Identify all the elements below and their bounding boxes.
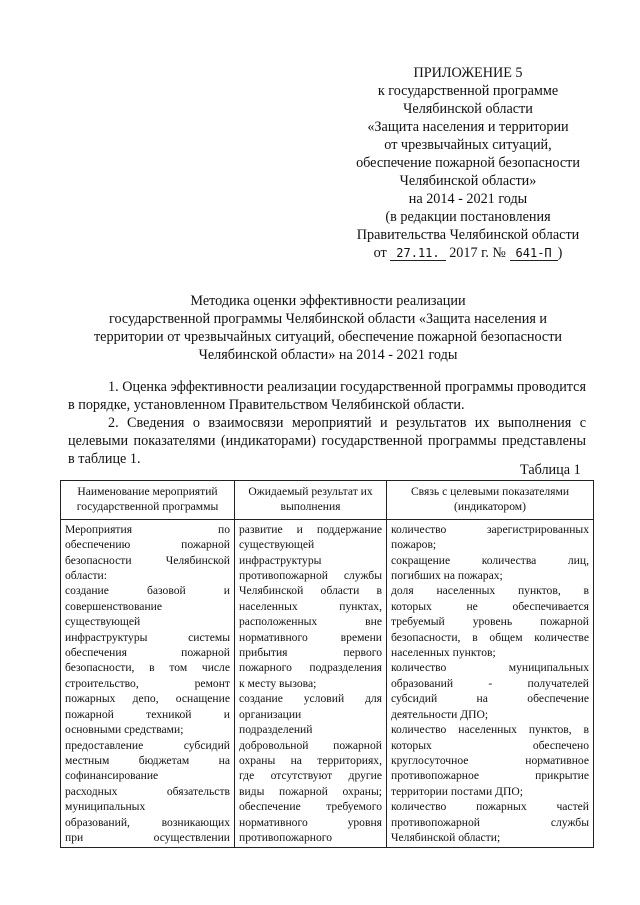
appendix-line: обеспечение пожарной безопасности [356,155,580,171]
cell-line: существующей [239,538,315,552]
cell-line: противопожарной службы [239,569,382,583]
cell-line: местным бюджетам на [65,753,230,767]
cell-line: строительство, ремонт [65,676,230,690]
appendix-line: к государственной программе [377,83,559,99]
column-header: Связь с целевыми показателями (индикатором) [387,481,594,520]
title-line: Челябинской области» на 2014 - 2021 годы [198,347,458,363]
cell-line: которых не обеспечивается [391,599,589,613]
title-line: Методика оценки эффективности реализации [190,293,466,309]
cell-line: количество муниципальных [391,661,589,675]
year-text: 2017 г. № [449,245,506,261]
appendix-line: (в редакции постановления [385,209,551,225]
cell-line: населенных пунктах, [239,599,382,613]
cell-line: где отсутствуют другие [239,769,382,783]
measures-cell [61,519,235,848]
cell-line: противопожарное прикрытие [391,769,589,783]
cell-line: погибших на пожарах; [391,569,503,583]
cell-line: количество зарегистрированных [391,522,589,536]
cell-line: населенных пунктов; [391,646,496,660]
cell-line: пожарной техникой и [65,707,230,721]
cell-line: количество пожарных частей [391,800,589,814]
table-header-row [61,481,594,520]
table-row [61,519,594,848]
cell-line: субсидий на обеспечение [391,692,589,706]
cell-line: обеспечения пожарной [65,646,230,660]
cell-line: добровольной пожарной [239,738,382,752]
cell-line: расположенных вне [239,615,382,629]
cell-line: подразделений [239,723,313,737]
cell-line: обеспечению пожарной [65,538,230,552]
cell-line: противопожарного [239,830,333,844]
cell-line: прибытия первого [239,646,382,660]
appendix-header [318,64,618,262]
cell-line: противопожарной службы [391,815,589,829]
cell-line: организации [239,707,302,721]
cell-line: образований - получателей [391,676,589,690]
cell-line: софинансирование [65,769,159,783]
cell-line: существующей [65,615,141,629]
cell-line: Мероприятия по [65,522,230,536]
column-header: Наименование мероприятий государственной программы [61,481,235,520]
cell-line: Челябинской области; [391,830,501,844]
handwritten-number: 641-П [510,246,558,261]
cell-line: образований, возникающих [65,815,230,829]
cell-line: развитие и поддержание [239,522,382,536]
cell-line: Челябинской области в [239,584,382,598]
close-paren: ) [557,245,563,261]
appendix-line: на 2014 - 2021 годы [408,191,528,207]
cell-line: безопасности, в том числе [65,661,230,675]
handwritten-date: 27.11. [390,246,445,261]
cell-line: инфраструктуры [239,553,322,567]
measures-table [60,480,594,848]
cell-line: создание базовой и [65,584,230,598]
appendix-date-line [318,244,618,262]
document-title [48,292,608,364]
cell-line: доля населенных пунктов, в [391,584,589,598]
cell-line: круглосуточное нормативное [391,753,589,767]
appendix-line: Челябинской области [403,101,533,117]
paragraph-text: 1. Оценка эффективности реализации государственной программы проводится в порядке, установленном Правительством Челябинской области. [68,379,586,413]
cell-line: виды пожарной охраны; [239,784,382,798]
cell-line: создание условий для [239,692,382,706]
cell-line: инфраструктуры системы [65,630,230,644]
cell-line: основными средствами; [65,723,184,737]
cell-line: к месту вызова; [239,676,317,690]
cell-line: расходных обязательств [65,784,230,798]
cell-line: требуемый уровень пожарной [391,615,589,629]
appendix-line: от чрезвычайных ситуаций, [384,137,552,153]
cell-line: пожаров; [391,538,437,552]
paragraph-text: 2. Сведения о взаимосвязи мероприятий и результатов их выполнения с целевыми показателями (индикаторами) государственной программы представлены в таблице 1. [68,415,586,467]
paragraph-2 [68,414,586,468]
cell-line: охраны на территориях, [239,753,382,767]
indicators-cell [387,519,594,848]
cell-line: нормативного времени [239,630,382,644]
cell-line: пожарных депо, оснащение [65,692,230,706]
appendix-title: ПРИЛОЖЕНИЕ 5 [413,65,523,81]
column-header: Ожидаемый результат их выполнения [235,481,387,520]
cell-line: нормативного уровня [239,815,382,829]
cell-line: при осуществлении [65,830,230,844]
appendix-line: Правительства Челябинской области [356,227,580,243]
cell-line: количество населенных пунктов, в [391,723,589,737]
cell-line: территории постами ДПО; [391,784,523,798]
title-line: государственной программы Челябинской области «Защита населения и [108,311,547,327]
cell-line: муниципальных [65,800,146,814]
cell-line: деятельности ДПО; [391,707,489,721]
table-caption: Таблица 1 [520,462,581,478]
date-prefix: от [373,245,387,261]
cell-line: области: [65,569,107,583]
cell-line: совершенствование [65,599,162,613]
cell-line: предоставление субсидий [65,738,230,752]
paragraph-1 [68,378,586,414]
appendix-line: «Защита населения и территории [367,119,569,135]
cell-line: безопасности, в общем количестве [391,630,589,644]
results-cell [235,519,387,848]
title-line: территории от чрезвычайных ситуаций, обеспечение пожарной безопасности [93,329,563,345]
cell-line: безопасности Челябинской [65,553,230,567]
cell-line: пожарного подразделения [239,661,382,675]
appendix-line: Челябинской области» [399,173,537,189]
cell-line: которых обеспечено [391,738,589,752]
cell-line: обеспечение требуемого [239,800,382,814]
cell-line: сокращение количества лиц, [391,553,589,567]
